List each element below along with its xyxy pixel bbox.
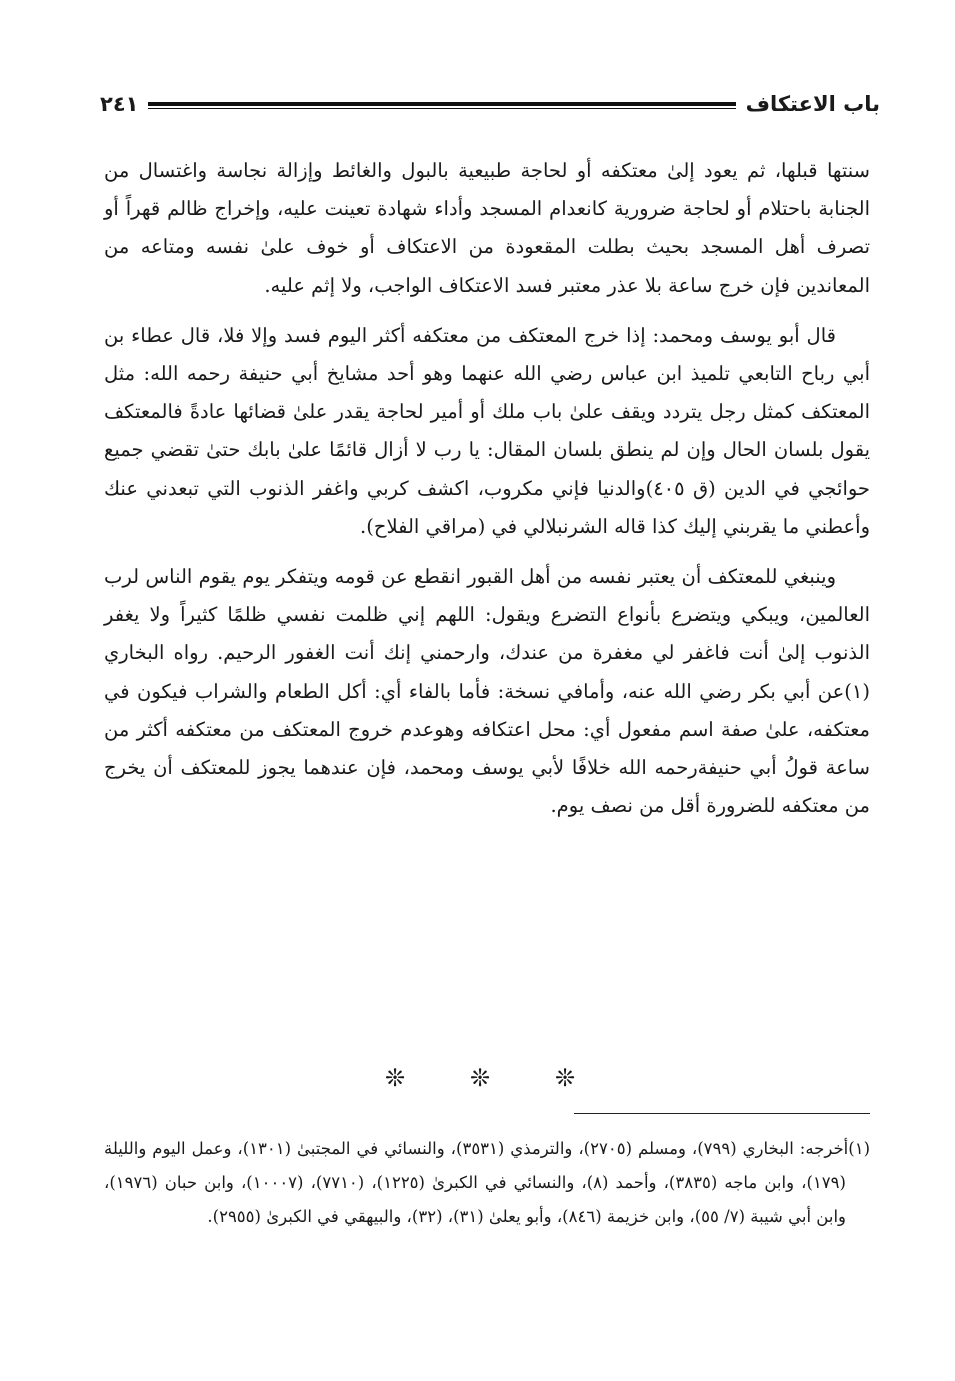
paragraph-1: سنتها قبلها، ثم يعود إلىٰ معتكفه أو لحاجة طبيعية بالبول والغائط وإزالة نجاسة واغتسال من الجنابة باحتلام أو لحاجة ضرورية كانعدام المسجد وأداء شهادة تعينت عليه، وإخراج ظالم قهراً أو تصرف أهل المسجد بحيث بطلت المقعودة من الاعتكاف أو خوف علىٰ نفسه ومتاعه من المعاندين فإن خرج ساعة بلا عذر معتبر فسد الاعتكاف الواجب، ولا إثم عليه. bbox=[104, 159, 870, 297]
page-number: ٢٤١ bbox=[100, 92, 139, 116]
paragraph-2: قال أبو يوسف ومحمد: إذا خرج المعتكف من معتكفه أكثر اليوم فسد وإلا فلا، قال عطاء بن أبي رباح التابعي تلميذ ابن عباس رضي الله عنهما وهو أحد مشايخ أبي حنيفة رحمه الله: مثل المعتكف كمثل رجل يتردد ويقف علىٰ باب ملك أو أمير لحاجة يقدر علىٰ قضائها عادةً فالمعتكف يقول بلسان الحال وإن لم ينطق بلسان المقال: يا رب لا أزال قائمًا علىٰ بابك حتىٰ تقضي جميع حوائجي في الدين (ق ٤٠٥)والدنيا فإني مكروب، اكشف كربي واغفر الذنوب التي تبعدني عنك وأعطني ما يقربني إليك كذا قاله الشرنبلالي في (مراقي الفلاح). bbox=[104, 323, 870, 538]
paragraph-3: وينبغي للمعتكف أن يعتبر نفسه من أهل القبور انقطع عن قومه ويتفكر يوم يقوم الناس لرب العالمين، ويبكي ويتضرع بأنواع التضرع ويقول: اللهم إني ظلمت نفسي ظلمًا كثيراً ولا يغفر الذنوب إلىٰ أنت فاغفر لي مغفرة من عندك، وارحمني إنك أنت الغفور الرحيم. رواه البخاري (١)عن أبي بكر رضي الله عنه، وأمافي نسخة: فأما بالفاء أي: أكل الطعام والشراب فيكون في معتكفه، علىٰ صفة اسم مفعول أي: محل اعتكافه وهوعدم خروج المعتكف من معتكفه أكثر من ساعة قولُ أبي حنيفةرحمه الله خلافًا لأبي يوسف ومحمد، فإن عندهما يجوز للمعتكف أن يخرج من معتكفه للضرورة أقل من نصف يوم. bbox=[104, 565, 870, 818]
header-rule bbox=[148, 102, 735, 109]
star-ornament: ❊ bbox=[469, 1064, 491, 1092]
footnote bbox=[104, 1132, 870, 1234]
footnote-rule bbox=[574, 1113, 870, 1114]
running-header bbox=[100, 86, 880, 122]
star-ornament: ❊ bbox=[384, 1064, 406, 1092]
chapter-title: باب الاعتكاف bbox=[745, 92, 880, 116]
footnote-1: (١)أخرجه: البخاري (٧٩٩)، ومسلم (٢٧٠٥)، والترمذي (٣٥٣١)، والنسائي في المجتبىٰ (١٣٠١)، وعمل اليوم والليلة (١٧٩)، وابن ماجه (٣٨٣٥)، وأحمد (٨)، والنسائي في الكبرىٰ (١٢٢٥)، (٧٧١٠)، (١٠٠٠٧)، وابن حبان (١٩٧٦)، وابن أبي شيبة (٧/ ٥٥)، وابن خزيمة (٨٤٦)، وأبو يعلىٰ (٣١)، (٣٢)، والبيهقي في الكبرىٰ (٢٩٥٥). bbox=[104, 1139, 870, 1226]
star-ornament: ❊ bbox=[554, 1064, 576, 1092]
section-separator bbox=[380, 1064, 580, 1092]
main-text bbox=[104, 152, 870, 825]
